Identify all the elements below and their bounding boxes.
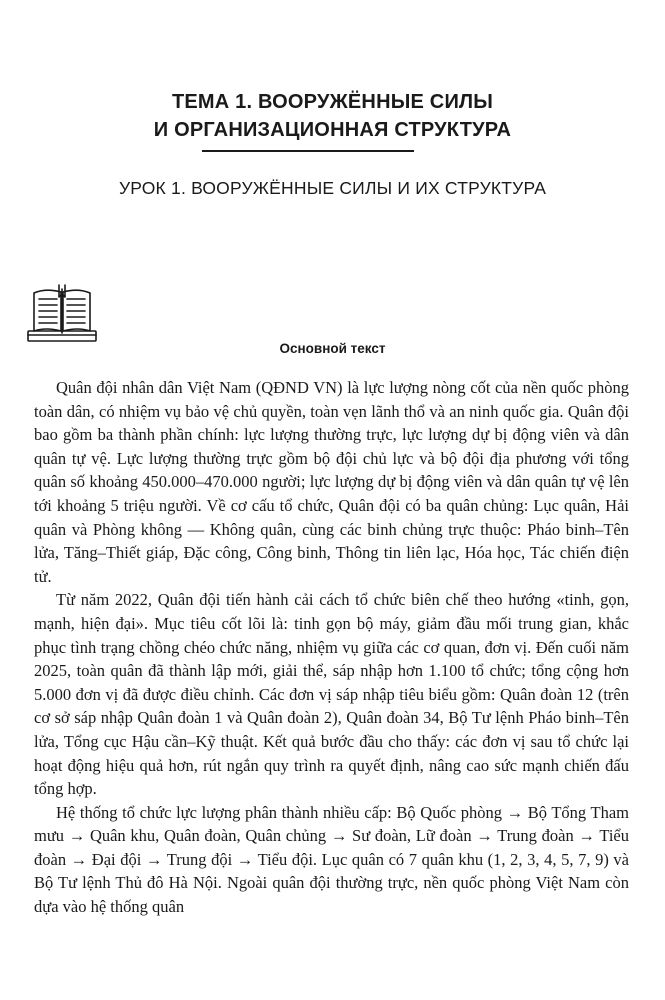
paragraph-1: Quân đội nhân dân Việt Nam (QĐND VN) là lực lượng nòng cốt của nền quốc phòng toàn dân, có nhiệm vụ bảo vệ chủ quyền, toàn vẹn lãnh thổ và an ninh quốc gia. Quân đội bao gồm ba thành phần chính: lực lượng thường trực, lực lượng dự bị động viên và dân quân tự vệ. Lực lượng thường trực gồm bộ đội chủ lực và bộ đội địa phương với tổng quân số khoảng 450.000–470.000 người; lực lượng dự bị động viên và dân quân tự vệ lên tới khoảng 5 triệu người. Về cơ cấu tổ chức, Quân đội có ba quân chủng: Lục quân, Hải quân và Phòng không — Không quân, cùng các binh chủng trực thuộc: Pháo binh–Tên lửa, Tăng–Thiết giáp, Đặc công, Công binh, Thông tin liên lạc, Hóa học, Tác chiến điện tử. [34,378,629,586]
paragraph-3: Hệ thống tổ chức lực lượng phân thành nhiều cấp: Bộ Quốc phòng → Bộ Tổng Tham mưu → Quân khu, Quân đoàn, Quân chủng → Sư đoàn, Lữ đoàn → Trung đoàn → Tiểu đoàn → Đại đội → Trung đội → Tiểu đội. Lục quân có 7 quân khu (1, 2, 3, 4, 5, 7, 9) và Bộ Tư lệnh Thủ đô Hà Nội. Ngoài quân đội thường trực, nền quốc phòng Việt Nam còn dựa vào hệ thống quân [34,802,629,917]
theme-title-line-2: И ОРГАНИЗАЦИОННАЯ СТРУКТУРА [153,119,512,141]
open-book-icon [26,283,98,345]
section-heading: Основной текст [279,341,386,356]
title-divider [202,150,414,152]
paragraph-2: Từ năm 2022, Quân đội tiến hành cải cách tổ chức biên chế theo hướng «tinh, gọn, mạnh, hiện đại». Mục tiêu cốt lõi là: tinh gọn bộ máy, giảm đầu mối trung gian, khắc phục tình trạng chồng chéo chức năng, nhiệm vụ giữa các cơ quan, đơn vị. Đến cuối năm 2025, toàn quân đã thành lập mới, giải thể, sáp nhập hơn 1.100 tổ chức; tổng cộng hơn 5.000 đơn vị đã được điều chỉnh. Các đơn vị sáp nhập tiêu biểu gồm: Quân đoàn 12 (trên cơ sở sáp nhập Quân đoàn 1 và Quân đoàn 2), Quân đoàn 34, Bộ Tư lệnh Pháo binh–Tên lửa, Tổng cục Hậu cần–Kỹ thuật. Kết quả bước đầu cho thấy: các đơn vị sau tổ chức lại hoạt động hiệu quả hơn, rút ngắn quy trình ra quyết định, nâng cao sức mạnh chiến đấu tổng hợp. [34,590,629,799]
theme-title-line-1: ТЕМА 1. ВООРУЖЁННЫЕ СИЛЫ [171,91,494,113]
lesson-title: УРОК 1. ВООРУЖЁННЫЕ СИЛЫ И ИХ СТРУКТУРА [118,178,547,198]
main-text [34,376,629,919]
theme-title [0,88,665,144]
